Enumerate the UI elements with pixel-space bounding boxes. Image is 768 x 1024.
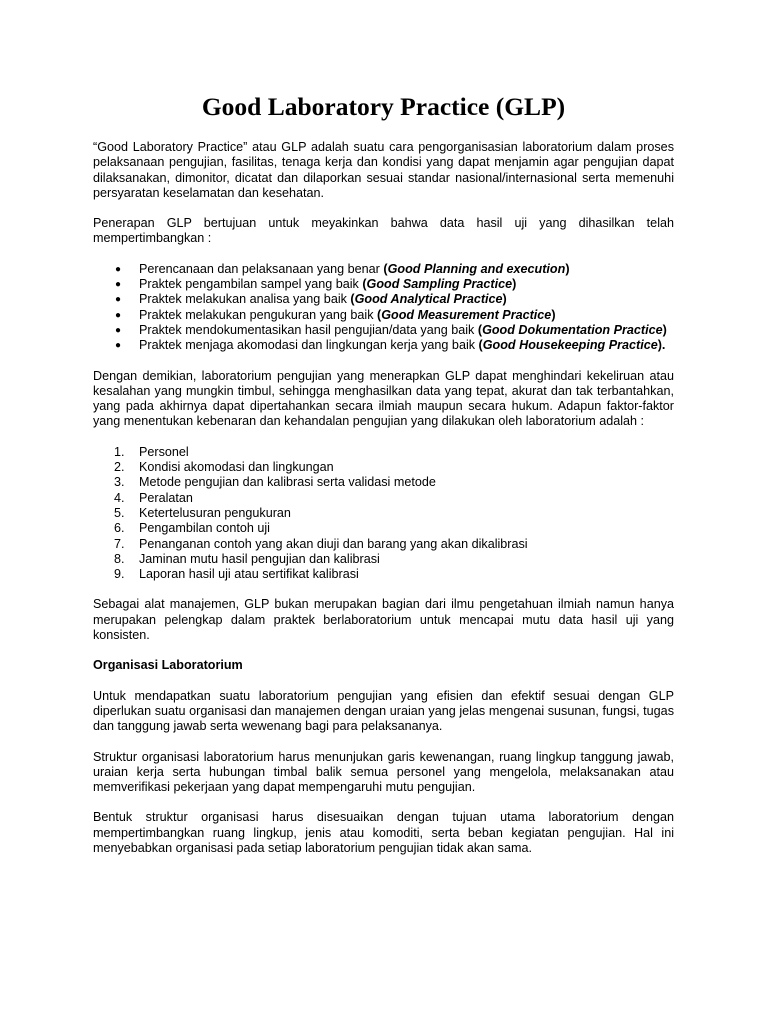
practice-list-item bbox=[93, 292, 674, 307]
factor-text: Personel bbox=[139, 444, 189, 459]
open-paren: ( bbox=[362, 277, 367, 292]
close-paren: ). bbox=[657, 338, 666, 353]
practice-text: Praktek pengambilan sampel yang baik bbox=[139, 277, 363, 292]
close-paren: ) bbox=[551, 307, 556, 322]
factor-list-item bbox=[93, 445, 674, 460]
factor-number: 8. bbox=[114, 551, 125, 566]
section-heading-organisasi: Organisasi Laboratorium bbox=[93, 658, 243, 673]
factor-number: 7. bbox=[114, 536, 125, 551]
bullet-dot-icon: ● bbox=[115, 294, 122, 306]
bullet-dot-icon: ● bbox=[115, 340, 122, 352]
english-term-text: Good Analytical Practice bbox=[354, 292, 503, 307]
factor-number: 9. bbox=[114, 567, 125, 582]
factor-number: 4. bbox=[114, 490, 125, 505]
practice-english-term bbox=[350, 292, 506, 306]
close-paren: ) bbox=[662, 322, 667, 337]
factor-list-item bbox=[93, 506, 674, 521]
open-paren: ( bbox=[350, 292, 355, 307]
document-title: Good Laboratory Practice (GLP) bbox=[201, 92, 566, 121]
english-term-text: Good Planning and execution bbox=[387, 261, 566, 276]
factor-text: Kondisi akomodasi dan lingkungan bbox=[139, 460, 334, 475]
practice-list-item bbox=[93, 277, 674, 292]
practice-list-item bbox=[93, 338, 674, 353]
practice-list bbox=[93, 262, 674, 354]
practice-list-item bbox=[93, 262, 674, 277]
consequence-paragraph: Dengan demikian, laboratorium pengujian yang menerapkan GLP dapat menghindari kekeliruan atau kesalahan yang mungkin timbul, sehingga menghasilkan data yang tepat, akurat dan tak terbantahkan, yang pada akhirnya dapat dipertahankan secara ilmiah maupun secara hukum. Adapun faktor-faktor yang menentukan kebenaran dan kehandalan pengujian yang dilakukan oleh laboratorium adalah : bbox=[93, 368, 674, 429]
organisasi-paragraph-2: Struktur organisasi laboratorium harus menunjukan garis kewenangan, ruang lingkup tanggung jawab, uraian kerja serta hubungan timbal balik semua personel yang mengelola, melaksanakan atau memverifikasi pekerjaan yang dapat mempengaruhi mutu pengujian. bbox=[93, 749, 674, 795]
bullet-dot-icon: ● bbox=[115, 309, 122, 321]
practice-text: Praktek mendokumentasikan hasil pengujian/data yang baik bbox=[139, 322, 478, 337]
bullet-dot-icon: ● bbox=[115, 324, 122, 336]
practice-list-item bbox=[93, 308, 674, 323]
practice-text: Praktek melakukan pengukuran yang baik bbox=[139, 307, 378, 322]
factor-list-item bbox=[93, 475, 674, 490]
factor-number: 3. bbox=[114, 475, 125, 490]
factor-number: 6. bbox=[114, 521, 125, 536]
practice-text: Praktek menjaga akomodasi dan lingkungan kerja yang baik bbox=[139, 338, 479, 353]
close-paren: ) bbox=[502, 292, 507, 307]
intro-paragraph: “Good Laboratory Practice” atau GLP adalah suatu cara pengorganisasian laboratorium dalam proses pelaksanaan pengujian, fasilitas, tenaga kerja dan kondisi yang dapat menjamin agar pengujian dapat dilaksanakan, dimonitor, dicatat dan dilaporkan sesuai standar nasional/internasional serta memenuhi persyaratan keselamatan dan kesehatan. bbox=[93, 140, 674, 200]
close-paren: ) bbox=[512, 277, 517, 292]
factor-text: Ketertelusuran pengukuran bbox=[139, 505, 291, 520]
factor-number: 1. bbox=[114, 444, 125, 459]
practice-text: Perencanaan dan pelaksanaan yang benar bbox=[139, 261, 384, 276]
practice-english-term bbox=[383, 262, 569, 276]
factor-text: Metode pengujian dan kalibrasi serta validasi metode bbox=[139, 475, 436, 490]
factor-list bbox=[93, 445, 674, 583]
open-paren: ( bbox=[477, 322, 483, 337]
practice-english-term bbox=[362, 277, 516, 291]
english-term-text: Good Measurement Practice bbox=[381, 307, 552, 322]
open-paren: ( bbox=[478, 338, 483, 353]
factor-list-item bbox=[93, 537, 674, 552]
factor-list-item bbox=[93, 521, 674, 536]
english-term-text: Good Dokumentation Practice bbox=[482, 322, 663, 337]
factor-number: 2. bbox=[114, 460, 125, 475]
document-page bbox=[93, 92, 674, 856]
english-term-text: Good Housekeeping Practice bbox=[482, 338, 658, 353]
factor-list-item bbox=[93, 491, 674, 506]
factor-text: Laporan hasil uji atau sertifikat kalibrasi bbox=[139, 567, 359, 582]
factor-list-item bbox=[93, 460, 674, 475]
practice-list-item bbox=[93, 323, 674, 338]
management-paragraph: Sebagai alat manajemen, GLP bukan merupakan bagian dari ilmu pengetahuan ilmiah namun hanya merupakan pelengkap dalam praktek berlaboratorium untuk mencapai mutu data hasil uji yang konsisten. bbox=[93, 597, 674, 643]
practice-english-term bbox=[478, 323, 667, 337]
factor-text: Jaminan mutu hasil pengujian dan kalibrasi bbox=[139, 551, 380, 566]
organisasi-paragraph-3: Bentuk struktur organisasi harus disesuaikan dengan tujuan utama laboratorium dengan mempertimbangkan ruang lingkup, jenis atau komoditi, serta beban kegiatan pengujian. Hal ini menyebabkan organisasi pada setiap laboratorium pengujian tidak akan sama. bbox=[93, 810, 674, 855]
bullet-dot-icon: ● bbox=[115, 279, 122, 291]
practice-english-term bbox=[479, 338, 666, 352]
open-paren: ( bbox=[383, 261, 388, 276]
practice-english-term bbox=[377, 308, 555, 322]
bullet-dot-icon: ● bbox=[115, 263, 122, 275]
factor-text: Peralatan bbox=[139, 490, 193, 505]
english-term-text: Good Sampling Practice bbox=[366, 277, 513, 292]
practice-text: Praktek melakukan analisa yang baik bbox=[139, 292, 351, 307]
close-paren: ) bbox=[565, 261, 570, 276]
factor-text: Penanganan contoh yang akan diuji dan barang yang akan dikalibrasi bbox=[139, 536, 528, 551]
factor-list-item bbox=[93, 552, 674, 567]
organisasi-paragraph-1: Untuk mendapatkan suatu laboratorium pengujian yang efisien dan efektif sesuai dengan GLP diperlukan suatu organisasi dan manajemen dengan uraian yang jelas mengenai susunan, fungsi, tugas dan tanggung jawab serta wewenang bagi para pelaksananya. bbox=[93, 688, 674, 734]
purpose-paragraph: Penerapan GLP bertujuan untuk meyakinkan bahwa data hasil uji yang dihasilkan telah mempertimbangkan : bbox=[93, 216, 674, 246]
open-paren: ( bbox=[377, 307, 382, 322]
factor-number: 5. bbox=[114, 505, 125, 520]
factor-text: Pengambilan contoh uji bbox=[139, 521, 270, 536]
factor-list-item bbox=[93, 567, 674, 582]
